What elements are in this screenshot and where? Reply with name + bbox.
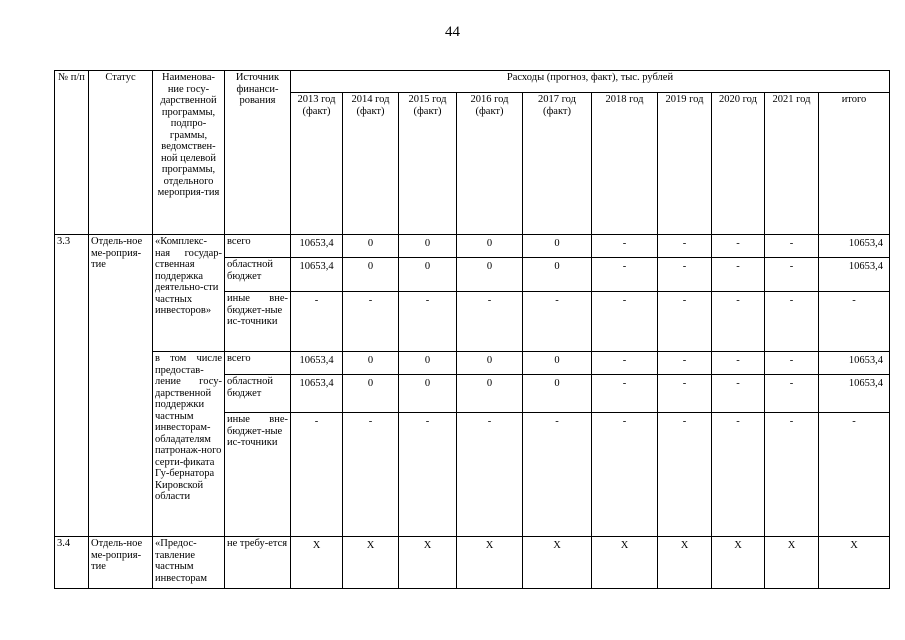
table-cell: 0 bbox=[523, 375, 592, 413]
header-total: итого bbox=[819, 93, 890, 235]
table-cell: 0 bbox=[343, 258, 399, 292]
table-cell: - bbox=[658, 352, 712, 375]
table-cell: 0 bbox=[457, 235, 523, 258]
table-cell: - bbox=[291, 413, 343, 537]
table-cell: - bbox=[712, 375, 765, 413]
header-row-1 bbox=[55, 71, 890, 93]
table-cell: - bbox=[523, 292, 592, 352]
table-row bbox=[55, 352, 890, 375]
table-cell: 0 bbox=[523, 235, 592, 258]
table-cell: X bbox=[765, 537, 819, 589]
table-cell: 0 bbox=[457, 375, 523, 413]
table-cell: - bbox=[712, 413, 765, 537]
header-year-2021: 2021 год bbox=[765, 93, 819, 235]
table-cell: 0 bbox=[523, 258, 592, 292]
header-year-2020: 2020 год bbox=[712, 93, 765, 235]
table-cell: - bbox=[712, 258, 765, 292]
table-cell: - bbox=[765, 235, 819, 258]
row-name: «Предос-тавление частным инвесторам bbox=[153, 537, 225, 589]
table-cell: 10653,4 bbox=[819, 258, 890, 292]
table-cell: - bbox=[765, 352, 819, 375]
table-cell: - bbox=[592, 352, 658, 375]
expenses-table bbox=[54, 70, 890, 589]
table-cell: - bbox=[592, 235, 658, 258]
row-source: иные вне-бюджет-ные ис-точники bbox=[225, 292, 291, 352]
table-cell: 10653,4 bbox=[819, 352, 890, 375]
header-year-2016: 2016 год (факт) bbox=[457, 93, 523, 235]
table-cell: - bbox=[592, 413, 658, 537]
header-year-2017: 2017 год (факт) bbox=[523, 93, 592, 235]
table-cell: - bbox=[765, 292, 819, 352]
row-num: 3.3 bbox=[55, 235, 89, 537]
table-cell: X bbox=[457, 537, 523, 589]
table-cell: - bbox=[523, 413, 592, 537]
table-cell: 0 bbox=[399, 258, 457, 292]
table-cell: 0 bbox=[457, 258, 523, 292]
table-cell: - bbox=[658, 235, 712, 258]
row-source: не требу-ется bbox=[225, 537, 291, 589]
table-cell: - bbox=[765, 375, 819, 413]
table-cell: - bbox=[658, 292, 712, 352]
row-source: областной бюджет bbox=[225, 258, 291, 292]
table-cell: 0 bbox=[399, 375, 457, 413]
row-source: иные вне-бюджет-ные ис-точники bbox=[225, 413, 291, 537]
table-cell: 10653,4 bbox=[291, 258, 343, 292]
table-cell: - bbox=[343, 292, 399, 352]
row-num: 3.4 bbox=[55, 537, 89, 589]
table-cell: 0 bbox=[343, 352, 399, 375]
table-cell: - bbox=[658, 375, 712, 413]
table-cell: - bbox=[592, 258, 658, 292]
table-cell: X bbox=[291, 537, 343, 589]
row-source: областной бюджет bbox=[225, 375, 291, 413]
table-cell: 0 bbox=[399, 352, 457, 375]
table-row bbox=[55, 537, 890, 589]
table-cell: - bbox=[592, 375, 658, 413]
table-cell: - bbox=[457, 292, 523, 352]
table-cell: - bbox=[592, 292, 658, 352]
table-cell: - bbox=[765, 413, 819, 537]
table-cell: - bbox=[343, 413, 399, 537]
page-number: 44 bbox=[445, 24, 460, 40]
table-cell: 0 bbox=[523, 352, 592, 375]
table-cell: - bbox=[765, 258, 819, 292]
table-cell: X bbox=[592, 537, 658, 589]
row-name: «Комплекс-ная государ-ственная поддержка деятельно-сти частных инвесторов» bbox=[153, 235, 225, 352]
table-cell: - bbox=[658, 413, 712, 537]
table-cell: X bbox=[343, 537, 399, 589]
table-cell: 0 bbox=[457, 352, 523, 375]
table-cell: - bbox=[399, 413, 457, 537]
header-year-2018: 2018 год bbox=[592, 93, 658, 235]
row-status: Отдель-ное ме-роприя-тие bbox=[89, 235, 153, 537]
row-status: Отдель-ное ме-роприя-тие bbox=[89, 537, 153, 589]
table-cell: 10653,4 bbox=[291, 375, 343, 413]
row-source: всего bbox=[225, 235, 291, 258]
table-row bbox=[55, 235, 890, 258]
header-year-2019: 2019 год bbox=[658, 93, 712, 235]
table-cell: X bbox=[712, 537, 765, 589]
table-cell: 0 bbox=[399, 235, 457, 258]
table-cell: X bbox=[819, 537, 890, 589]
header-year-2015: 2015 год (факт) bbox=[399, 93, 457, 235]
header-num: № п/п bbox=[55, 71, 89, 235]
table-cell: X bbox=[658, 537, 712, 589]
table-cell: 10653,4 bbox=[819, 235, 890, 258]
table-cell: 10653,4 bbox=[819, 375, 890, 413]
table-cell: - bbox=[399, 292, 457, 352]
table-cell: 0 bbox=[343, 235, 399, 258]
table-cell: - bbox=[819, 292, 890, 352]
table-cell: - bbox=[712, 352, 765, 375]
row-name: в том числе предостав-ление госу-дарственной поддержки частным инвесторам-обладателям патронаж-ного серти-фиката Гу-бернатора Кировской области bbox=[153, 352, 225, 537]
header-status: Статус bbox=[89, 71, 153, 235]
table-cell: - bbox=[291, 292, 343, 352]
table-cell: X bbox=[523, 537, 592, 589]
table-cell: - bbox=[658, 258, 712, 292]
table-cell: - bbox=[712, 235, 765, 258]
table-cell: 0 bbox=[343, 375, 399, 413]
header-name: Наименова-ние госу-дарственной программы, подпро-граммы, ведомствен-ной целевой программы, отдельного мероприя-тия bbox=[153, 71, 225, 235]
table-cell: 10653,4 bbox=[291, 352, 343, 375]
table-cell: - bbox=[712, 292, 765, 352]
table-cell: - bbox=[819, 413, 890, 537]
header-source: Источник финанси-рования bbox=[225, 71, 291, 235]
row-source: всего bbox=[225, 352, 291, 375]
header-expenses: Расходы (прогноз, факт), тыс. рублей bbox=[291, 71, 890, 93]
table-cell: 10653,4 bbox=[291, 235, 343, 258]
header-year-2013: 2013 год (факт) bbox=[291, 93, 343, 235]
table-cell: - bbox=[457, 413, 523, 537]
table-cell: X bbox=[399, 537, 457, 589]
header-year-2014: 2014 год (факт) bbox=[343, 93, 399, 235]
